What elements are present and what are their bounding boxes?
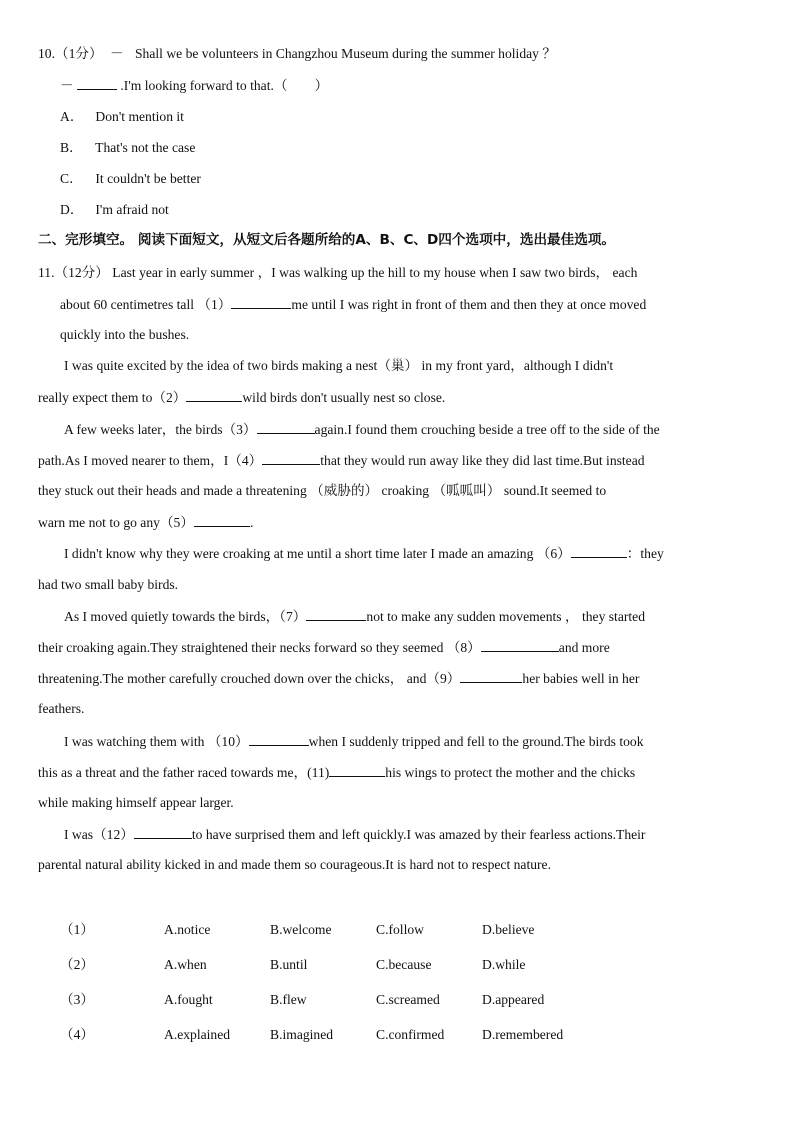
blank-1[interactable] xyxy=(231,294,291,309)
passage-text: really expect them to（2） xyxy=(38,390,187,405)
choice-number: （2） xyxy=(60,957,94,972)
choice-d[interactable]: D.believe xyxy=(482,922,535,937)
passage-line xyxy=(64,543,664,564)
passage-line xyxy=(38,668,639,689)
passage-text: A few weeks later，the birds（3） xyxy=(64,422,257,437)
question-10-reply-text: .I'm looking forward to that.（ ） xyxy=(120,78,329,93)
blank-7[interactable] xyxy=(306,606,366,621)
passage-line xyxy=(38,762,635,783)
passage-line: parental natural ability kicked in and made them so courageous.It is hard not to respect nature. xyxy=(38,857,551,872)
choice-b[interactable]: B.welcome xyxy=(270,922,332,937)
blank-12[interactable] xyxy=(134,824,192,839)
blank-8[interactable] xyxy=(481,637,559,652)
question-11-number: 11.（12分） xyxy=(38,265,109,280)
blank-2[interactable] xyxy=(186,387,242,402)
passage-line: I was quite excited by the idea of two birds making a nest（巢） in my front yard，although I didn't xyxy=(64,358,614,373)
passage-line xyxy=(38,450,645,471)
option-letter: D． xyxy=(60,202,84,217)
question-10-line xyxy=(38,44,556,64)
question-10-number: 10.（1分） xyxy=(38,46,103,61)
passage-text: her babies well in her xyxy=(522,671,640,686)
answer-blank[interactable] xyxy=(77,75,117,90)
question-10-text: Shall we be volunteers in Changzhou Museum during the summer holiday ？ xyxy=(134,46,556,61)
option-letter: A． xyxy=(60,109,84,124)
option-text: Don't mention it xyxy=(95,109,184,124)
choice-b[interactable]: B.until xyxy=(270,957,308,972)
passage-text: path.As I moved nearer to them，I（4） xyxy=(38,453,263,468)
choice-c[interactable]: C.follow xyxy=(376,922,424,937)
passage-line: feathers. xyxy=(38,701,85,716)
passage-text: I was（12） xyxy=(64,827,134,842)
choice-a[interactable]: A.when xyxy=(164,957,207,972)
passage-text: me until I was right in front of them and then they at once moved xyxy=(291,297,647,312)
passage-line: they stuck out their heads and made a threatening （威胁的） croaking （呱呱叫） sound.It seemed to xyxy=(38,483,607,498)
blank-3[interactable] xyxy=(257,419,315,434)
passage-line xyxy=(38,387,445,408)
passage-line xyxy=(64,419,660,440)
passage-line: quickly into the bushes. xyxy=(60,327,190,342)
blank-6[interactable] xyxy=(571,543,627,558)
question-10-reply-line xyxy=(60,75,328,96)
passage-line xyxy=(38,637,610,658)
passage-text: his wings to protect the mother and the chicks xyxy=(385,765,636,780)
passage-text: I didn't know why they were croaking at me until a short time later I made an amazing （6） xyxy=(64,546,571,561)
passage-text: As I moved quietly towards the birds，（7） xyxy=(64,609,307,624)
passage-line: while making himself appear larger. xyxy=(38,795,234,810)
choice-number: （3） xyxy=(60,992,94,1007)
passage-text: this as a threat and the father raced towards me，(11) xyxy=(38,765,330,780)
option-text: I'm afraid not xyxy=(95,202,169,217)
passage-text: wild birds don't usually nest so close. xyxy=(242,390,446,405)
choice-b[interactable]: B.flew xyxy=(270,992,307,1007)
choice-a[interactable]: A.explained xyxy=(164,1027,231,1042)
option-c[interactable] xyxy=(60,169,201,189)
choice-row-2 xyxy=(0,955,794,975)
passage-text: their croaking again.They straightened their necks forward so they seemed （8） xyxy=(38,640,481,655)
section-2-heading: 二、完形填空。 阅读下面短文，从短文后各题所给的A、B、C、D四个选项中，选出最佳选项。 xyxy=(38,232,616,248)
blank-10[interactable] xyxy=(249,731,309,746)
passage-line xyxy=(38,512,253,533)
choice-row-1 xyxy=(0,920,794,940)
choice-b[interactable]: B.imagined xyxy=(270,1027,334,1042)
choice-d[interactable]: D.while xyxy=(482,957,526,972)
question-10-reply-dash: － xyxy=(60,78,74,93)
choice-a[interactable]: A.fought xyxy=(164,992,213,1007)
passage-text: Last year in early summer ，I was walking up the hill to my house when I saw two birds， each xyxy=(112,265,638,280)
passage-text: not to make any sudden movements ， they started xyxy=(366,609,646,624)
passage-text: about 60 centimetres tall （1） xyxy=(60,297,232,312)
passage-text: ：they xyxy=(626,546,664,561)
passage-line xyxy=(64,731,644,752)
choice-number: （4） xyxy=(60,1027,94,1042)
choice-row-3 xyxy=(0,990,794,1010)
passage-text: that they would run away like they did last time.But instead xyxy=(320,453,645,468)
option-letter: B． xyxy=(60,140,83,155)
choice-row-4 xyxy=(0,1025,794,1045)
choice-c[interactable]: C.because xyxy=(376,957,432,972)
option-text: It couldn't be better xyxy=(95,171,201,186)
passage-line xyxy=(64,824,645,845)
question-10-dash: － xyxy=(109,46,124,61)
choice-c[interactable]: C.screamed xyxy=(376,992,440,1007)
option-b[interactable] xyxy=(60,138,195,158)
passage-line: had two small baby birds. xyxy=(38,577,179,592)
blank-5[interactable] xyxy=(194,512,250,527)
choice-a[interactable]: A.notice xyxy=(164,922,211,937)
option-d[interactable] xyxy=(60,200,169,220)
passage-text: I was watching them with （10） xyxy=(64,734,249,749)
choice-c[interactable]: C.confirmed xyxy=(376,1027,445,1042)
passage-line xyxy=(64,606,645,627)
passage-text: . xyxy=(249,515,254,530)
passage-text: threatening.The mother carefully crouched down over the chicks， and（9） xyxy=(38,671,461,686)
choice-number: （1） xyxy=(60,922,94,937)
passage-line xyxy=(38,263,754,283)
option-a[interactable] xyxy=(60,107,184,127)
passage-text: and more xyxy=(558,640,610,655)
choice-d[interactable]: D.appeared xyxy=(482,992,545,1007)
passage-text: when I suddenly tripped and fell to the ground.The birds took xyxy=(308,734,644,749)
passage-text: warn me not to go any（5） xyxy=(38,515,194,530)
blank-9[interactable] xyxy=(460,668,522,683)
passage-text: again.I found them crouching beside a tree off to the side of the xyxy=(314,422,660,437)
passage-text: to have surprised them and left quickly.I was amazed by their fearless actions.Their xyxy=(191,827,646,842)
option-text: That's not the case xyxy=(95,140,196,155)
blank-4[interactable] xyxy=(262,450,320,465)
blank-11[interactable] xyxy=(329,762,385,777)
option-letter: C． xyxy=(60,171,83,186)
passage-line xyxy=(60,294,646,315)
choice-d[interactable]: D.remembered xyxy=(482,1027,564,1042)
